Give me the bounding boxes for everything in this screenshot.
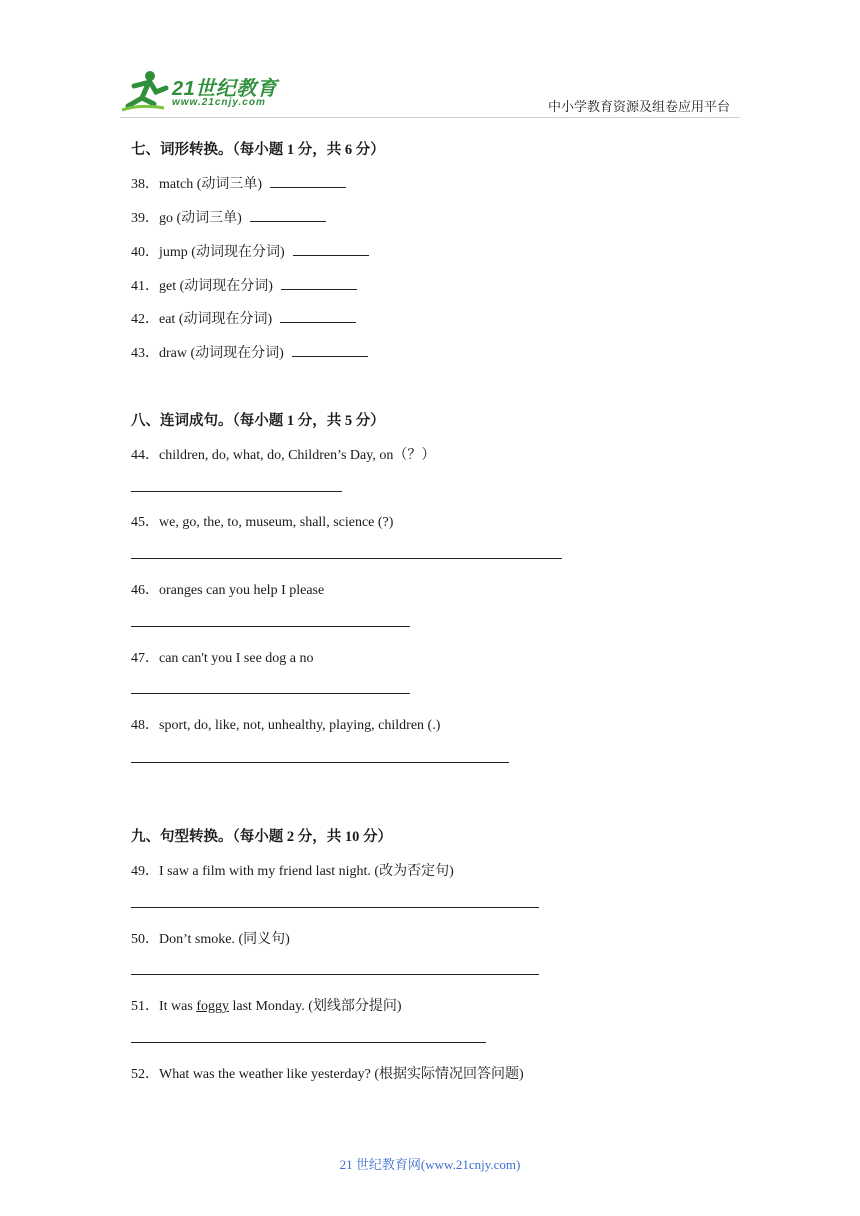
question-text: 38．match (动词三单) [131,177,263,192]
question-49: 49．I saw a film with my friend last night. (改为否定句) [131,864,454,879]
question-39 [131,207,326,227]
question-46: 46．oranges can you help I please [131,583,325,598]
logo-text: 21世纪教育 [172,78,278,100]
answer-line[interactable] [131,907,539,908]
answer-line[interactable] [131,693,410,694]
question-text-post: last Monday. (划线部分提问) [229,999,402,1014]
question-44: 44．children, do, what, do, Children’s Day, on（？） [131,448,436,463]
question-40 [131,241,369,261]
question-43 [131,342,368,362]
answer-line[interactable] [131,762,509,763]
site-logo [120,66,290,116]
answer-line[interactable] [131,974,539,975]
question-48: 48．sport, do, like, not, unhealthy, playing, children (.) [131,718,441,733]
answer-blank[interactable] [250,209,326,222]
answer-line[interactable] [131,626,410,627]
answer-line[interactable] [131,1042,486,1043]
section-8-title: 八、连词成句。（每小题 1 分，共 5 分） [131,413,385,429]
footer: 21 世纪教育网(www.21cnjy.com) [339,1157,521,1172]
question-47: 47．can can't you I see dog a no [131,651,314,666]
platform-label: 中小学教育资源及组卷应用平台 [547,99,730,114]
answer-blank[interactable] [270,175,346,188]
question-51 [131,995,402,1015]
question-text: 39．go (动词三单) [131,211,242,226]
underlined-word: foggy [196,999,229,1014]
question-text: 41．get (动词现在分词) [131,279,273,294]
question-52: 52．What was the weather like yesterday? (根据实际情况回答问题) [131,1067,524,1082]
question-45: 45．we, go, the, to, museum, shall, science (?) [131,515,394,530]
question-text: 43．draw (动词现在分词) [131,346,284,361]
answer-blank[interactable] [293,243,369,256]
answer-blank[interactable] [280,310,356,323]
answer-line[interactable] [131,491,342,492]
logo-url: www.21cnjy.com [172,97,266,108]
answer-blank[interactable] [281,277,357,290]
answer-line[interactable] [131,558,562,559]
question-38 [131,173,346,193]
question-42 [131,308,356,328]
section-9-title: 九、句型转换。（每小题 2 分，共 10 分） [131,829,392,845]
question-text: 42．eat (动词现在分词) [131,312,273,327]
question-50: 50．Don’t smoke. (同义句) [131,932,290,947]
question-text-pre: 51．It was [131,999,197,1014]
question-41 [131,275,357,295]
header-divider [120,117,740,118]
answer-blank[interactable] [292,344,368,357]
question-text: 40．jump (动词现在分词) [131,245,285,260]
section-7-title: 七、词形转换。（每小题 1 分，共 6 分） [131,142,385,158]
runner-logo-icon [120,68,170,114]
